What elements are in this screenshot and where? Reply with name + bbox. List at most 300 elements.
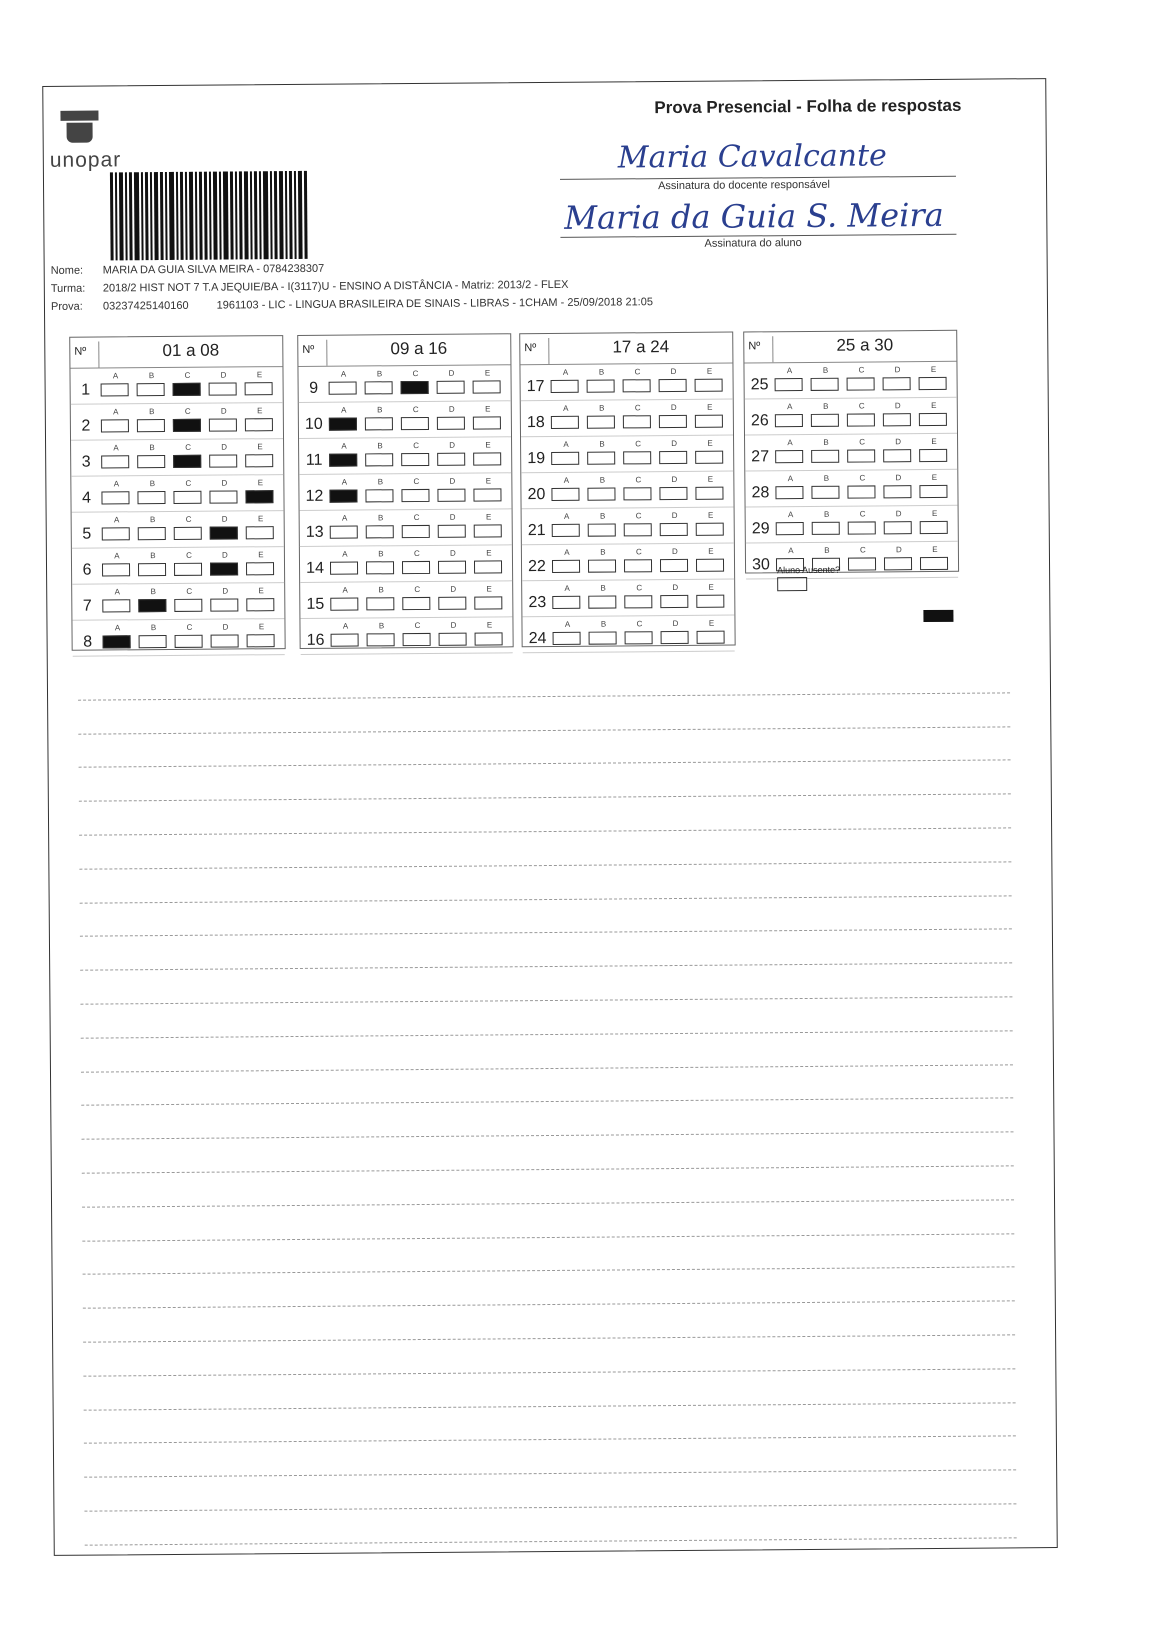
option-bubble[interactable]	[660, 523, 688, 536]
option-b[interactable]	[138, 587, 168, 612]
option-c[interactable]	[401, 405, 431, 430]
option-a[interactable]	[552, 512, 582, 537]
option-bubble[interactable]	[624, 523, 652, 536]
absent-checkbox[interactable]	[777, 565, 840, 591]
option-bubble[interactable]	[588, 595, 616, 608]
option-b[interactable]	[365, 441, 395, 466]
option-bubble[interactable]	[695, 379, 723, 392]
option-bubble[interactable]	[401, 489, 429, 502]
option-bubble[interactable]	[919, 449, 947, 462]
absent-box[interactable]	[777, 577, 807, 591]
option-bubble[interactable]	[473, 380, 501, 393]
option-d[interactable]	[658, 367, 688, 392]
option-a[interactable]	[550, 368, 580, 393]
option-bubble[interactable]	[365, 453, 393, 466]
option-bubble[interactable]	[438, 597, 466, 610]
option-bubble[interactable]	[330, 526, 358, 539]
option-bubble[interactable]	[659, 415, 687, 428]
option-bubble[interactable]	[101, 383, 129, 396]
option-bubble[interactable]	[366, 597, 394, 610]
option-a[interactable]	[552, 584, 582, 609]
option-b[interactable]	[137, 443, 167, 468]
option-bubble[interactable]	[137, 491, 165, 504]
option-bubble[interactable]	[437, 381, 465, 394]
option-d[interactable]	[210, 550, 240, 575]
option-d[interactable]	[438, 549, 468, 574]
option-bubble[interactable]	[211, 634, 239, 647]
option-bubble[interactable]	[474, 596, 502, 609]
option-bubble[interactable]	[174, 563, 202, 576]
option-bubble[interactable]	[883, 485, 911, 498]
option-a[interactable]	[101, 443, 131, 468]
option-bubble[interactable]	[847, 377, 875, 390]
option-bubble[interactable]	[883, 449, 911, 462]
option-e[interactable]	[245, 406, 275, 431]
option-e[interactable]	[919, 473, 949, 498]
option-bubble[interactable]	[173, 491, 201, 504]
option-d[interactable]	[210, 622, 240, 647]
option-bubble[interactable]	[210, 598, 238, 611]
option-bubble[interactable]	[329, 382, 357, 395]
option-bubble[interactable]	[331, 633, 359, 646]
option-bubble[interactable]	[775, 486, 803, 499]
option-bubble[interactable]	[245, 418, 273, 431]
option-c[interactable]	[174, 551, 204, 576]
option-c[interactable]	[401, 477, 431, 502]
option-b[interactable]	[366, 549, 396, 574]
option-bubble[interactable]	[625, 631, 653, 644]
option-c[interactable]	[400, 369, 430, 394]
option-bubble[interactable]	[920, 521, 948, 534]
option-bubble[interactable]	[883, 413, 911, 426]
option-c[interactable]	[846, 365, 876, 390]
option-bubble[interactable]	[589, 631, 617, 644]
option-a[interactable]	[552, 620, 582, 645]
option-bubble[interactable]	[776, 522, 804, 535]
option-bubble[interactable]	[366, 525, 394, 538]
option-e[interactable]	[696, 583, 726, 608]
option-bubble[interactable]	[139, 635, 167, 648]
option-b[interactable]	[810, 366, 840, 391]
option-e[interactable]	[920, 545, 950, 570]
option-a[interactable]	[330, 621, 360, 646]
option-bubble[interactable]	[847, 485, 875, 498]
option-bubble[interactable]	[209, 418, 237, 431]
option-bubble[interactable]	[551, 380, 579, 393]
option-bubble[interactable]	[402, 525, 430, 538]
option-bubble[interactable]	[884, 521, 912, 534]
option-e[interactable]	[696, 547, 726, 572]
option-bubble[interactable]	[847, 449, 875, 462]
option-c[interactable]	[402, 585, 432, 610]
option-d[interactable]	[438, 621, 468, 646]
option-bubble[interactable]	[367, 633, 395, 646]
option-bubble[interactable]	[210, 526, 238, 539]
option-bubble[interactable]	[883, 377, 911, 390]
option-letter: A	[787, 438, 793, 448]
option-bubble[interactable]	[695, 415, 723, 428]
option-a[interactable]	[551, 440, 581, 465]
option-a[interactable]	[329, 477, 359, 502]
option-bubble[interactable]	[365, 381, 393, 394]
option-d[interactable]	[883, 473, 913, 498]
option-bubble[interactable]	[553, 632, 581, 645]
option-b[interactable]	[138, 551, 168, 576]
option-bubble[interactable]	[138, 563, 166, 576]
option-c[interactable]	[174, 623, 204, 648]
option-bubble[interactable]	[102, 527, 130, 540]
option-e[interactable]	[920, 509, 950, 534]
option-c[interactable]	[847, 401, 877, 426]
option-bubble[interactable]	[847, 413, 875, 426]
option-bubble[interactable]	[103, 635, 131, 648]
option-d[interactable]	[660, 583, 690, 608]
option-b[interactable]	[811, 402, 841, 427]
option-e[interactable]	[695, 439, 725, 464]
option-e[interactable]	[918, 365, 948, 390]
option-bubble[interactable]	[588, 559, 616, 572]
option-bubble[interactable]	[623, 379, 651, 392]
option-bubble[interactable]	[245, 490, 273, 503]
option-bubble[interactable]	[848, 521, 876, 534]
option-e[interactable]	[472, 368, 502, 393]
option-b[interactable]	[138, 515, 168, 540]
option-bubble[interactable]	[848, 557, 876, 570]
option-bubble[interactable]	[696, 595, 724, 608]
option-e[interactable]	[696, 619, 726, 644]
option-e[interactable]	[244, 370, 274, 395]
option-a[interactable]	[774, 366, 804, 391]
option-c[interactable]	[173, 407, 203, 432]
option-bubble[interactable]	[401, 381, 429, 394]
option-d[interactable]	[437, 405, 467, 430]
option-c[interactable]	[173, 443, 203, 468]
option-e[interactable]	[696, 511, 726, 536]
option-bubble[interactable]	[811, 450, 839, 463]
option-bubble[interactable]	[659, 487, 687, 500]
option-bubble[interactable]	[551, 416, 579, 429]
option-bubble[interactable]	[366, 561, 394, 574]
option-d[interactable]	[436, 369, 466, 394]
option-b[interactable]	[136, 371, 166, 396]
option-bubble[interactable]	[811, 378, 839, 391]
option-b[interactable]	[588, 547, 618, 572]
option-bubble[interactable]	[474, 560, 502, 573]
option-bubble[interactable]	[587, 451, 615, 464]
option-d[interactable]	[209, 478, 239, 503]
option-d[interactable]	[660, 547, 690, 572]
option-bubble[interactable]	[137, 383, 165, 396]
option-a[interactable]	[775, 474, 805, 499]
option-bubble[interactable]	[365, 417, 393, 430]
option-bubble[interactable]	[329, 454, 357, 467]
option-e[interactable]	[473, 404, 503, 429]
option-bubble[interactable]	[919, 377, 947, 390]
option-bubble[interactable]	[473, 452, 501, 465]
option-bubble[interactable]	[173, 383, 201, 396]
option-e[interactable]	[245, 442, 275, 467]
option-bubble[interactable]	[438, 525, 466, 538]
option-c[interactable]	[848, 509, 878, 534]
option-a[interactable]	[775, 438, 805, 463]
option-bubble[interactable]	[775, 450, 803, 463]
option-bubble[interactable]	[209, 490, 237, 503]
option-bubble[interactable]	[101, 419, 129, 432]
option-b[interactable]	[587, 475, 617, 500]
option-bubble[interactable]	[624, 595, 652, 608]
option-d[interactable]	[659, 475, 689, 500]
option-bubble[interactable]	[919, 413, 947, 426]
option-bubble[interactable]	[439, 633, 467, 646]
option-bubble[interactable]	[475, 632, 503, 645]
option-c[interactable]	[401, 441, 431, 466]
option-d[interactable]	[437, 477, 467, 502]
option-bubble[interactable]	[247, 634, 275, 647]
option-c[interactable]	[623, 475, 653, 500]
option-bubble[interactable]	[775, 378, 803, 391]
option-d[interactable]	[437, 441, 467, 466]
option-e[interactable]	[246, 550, 276, 575]
option-a[interactable]	[329, 405, 359, 430]
option-bubble[interactable]	[473, 488, 501, 501]
option-e[interactable]	[474, 584, 504, 609]
option-bubble[interactable]	[775, 414, 803, 427]
option-bubble[interactable]	[695, 487, 723, 500]
option-e[interactable]	[474, 512, 504, 537]
option-bubble[interactable]	[812, 522, 840, 535]
option-a[interactable]	[551, 476, 581, 501]
option-d[interactable]	[660, 511, 690, 536]
option-b[interactable]	[137, 479, 167, 504]
option-bubble[interactable]	[552, 560, 580, 573]
option-b[interactable]	[811, 438, 841, 463]
option-c[interactable]	[623, 439, 653, 464]
option-bubble[interactable]	[137, 419, 165, 432]
option-bubble[interactable]	[623, 487, 651, 500]
option-bubble[interactable]	[137, 455, 165, 468]
option-bubble[interactable]	[438, 561, 466, 574]
option-b[interactable]	[587, 439, 617, 464]
option-b[interactable]	[366, 513, 396, 538]
option-c[interactable]	[847, 437, 877, 462]
option-d[interactable]	[210, 514, 240, 539]
option-bubble[interactable]	[245, 382, 273, 395]
option-b[interactable]	[366, 621, 396, 646]
option-d[interactable]	[438, 585, 468, 610]
option-bubble[interactable]	[210, 562, 238, 575]
option-bubble[interactable]	[402, 561, 430, 574]
option-bubble[interactable]	[552, 596, 580, 609]
option-bubble[interactable]	[175, 635, 203, 648]
option-d[interactable]	[882, 365, 912, 390]
option-e[interactable]	[919, 401, 949, 426]
option-bubble[interactable]	[173, 419, 201, 432]
option-c[interactable]	[624, 511, 654, 536]
option-bubble[interactable]	[329, 490, 357, 503]
option-b[interactable]	[588, 511, 618, 536]
option-a[interactable]	[102, 551, 132, 576]
option-d[interactable]	[438, 513, 468, 538]
option-b[interactable]	[366, 585, 396, 610]
option-bubble[interactable]	[552, 524, 580, 537]
option-c[interactable]	[624, 547, 654, 572]
option-bubble[interactable]	[330, 597, 358, 610]
option-e[interactable]	[919, 437, 949, 462]
option-a[interactable]	[328, 369, 358, 394]
option-b[interactable]	[588, 583, 618, 608]
option-bubble[interactable]	[623, 415, 651, 428]
option-bubble[interactable]	[587, 415, 615, 428]
option-bubble[interactable]	[473, 416, 501, 429]
option-a[interactable]	[776, 510, 806, 535]
option-bubble[interactable]	[102, 599, 130, 612]
option-bubble[interactable]	[551, 488, 579, 501]
option-c[interactable]	[402, 549, 432, 574]
option-d[interactable]	[884, 509, 914, 534]
option-c[interactable]	[622, 367, 652, 392]
option-b[interactable]	[811, 474, 841, 499]
option-bubble[interactable]	[696, 559, 724, 572]
option-d[interactable]	[208, 370, 238, 395]
option-a[interactable]	[100, 371, 130, 396]
option-bubble[interactable]	[101, 491, 129, 504]
option-e[interactable]	[695, 475, 725, 500]
option-b[interactable]	[812, 510, 842, 535]
option-a[interactable]	[102, 587, 132, 612]
option-bubble[interactable]	[437, 453, 465, 466]
option-d[interactable]	[209, 406, 239, 431]
option-c[interactable]	[848, 545, 878, 570]
option-d[interactable]	[883, 401, 913, 426]
option-bubble[interactable]	[659, 451, 687, 464]
option-a[interactable]	[330, 513, 360, 538]
option-bubble[interactable]	[401, 453, 429, 466]
option-bubble[interactable]	[365, 489, 393, 502]
option-bubble[interactable]	[401, 417, 429, 430]
option-bubble[interactable]	[246, 562, 274, 575]
option-bubble[interactable]	[101, 455, 129, 468]
option-d[interactable]	[209, 442, 239, 467]
option-bubble[interactable]	[659, 379, 687, 392]
option-a[interactable]	[101, 479, 131, 504]
option-bubble[interactable]	[330, 562, 358, 575]
option-a[interactable]	[775, 402, 805, 427]
option-e[interactable]	[694, 367, 724, 392]
option-bubble[interactable]	[173, 455, 201, 468]
option-c[interactable]	[402, 621, 432, 646]
option-e[interactable]	[474, 548, 504, 573]
option-bubble[interactable]	[695, 451, 723, 464]
option-c[interactable]	[402, 513, 432, 538]
option-c[interactable]	[174, 587, 204, 612]
option-a[interactable]	[101, 407, 131, 432]
option-bubble[interactable]	[209, 454, 237, 467]
option-bubble[interactable]	[138, 599, 166, 612]
option-a[interactable]	[551, 404, 581, 429]
option-e[interactable]	[695, 403, 725, 428]
option-c[interactable]	[174, 515, 204, 540]
option-a[interactable]	[102, 623, 132, 648]
option-bubble[interactable]	[174, 527, 202, 540]
option-bubble[interactable]	[696, 523, 724, 536]
option-c[interactable]	[847, 473, 877, 498]
option-e[interactable]	[246, 586, 276, 611]
option-d[interactable]	[659, 403, 689, 428]
option-b[interactable]	[364, 369, 394, 394]
option-bubble[interactable]	[551, 452, 579, 465]
option-bubble[interactable]	[246, 598, 274, 611]
option-bubble[interactable]	[246, 526, 274, 539]
option-bubble[interactable]	[661, 631, 689, 644]
option-a[interactable]	[330, 549, 360, 574]
option-c[interactable]	[172, 371, 202, 396]
option-bubble[interactable]	[623, 451, 651, 464]
option-bubble[interactable]	[587, 379, 615, 392]
option-letter: C	[635, 511, 642, 521]
option-c[interactable]	[623, 403, 653, 428]
option-b[interactable]	[588, 619, 618, 644]
option-e[interactable]	[245, 478, 275, 503]
option-b[interactable]	[587, 403, 617, 428]
option-b[interactable]	[137, 407, 167, 432]
option-b[interactable]	[365, 477, 395, 502]
option-c[interactable]	[624, 619, 654, 644]
option-d[interactable]	[660, 619, 690, 644]
option-a[interactable]	[102, 515, 132, 540]
option-d[interactable]	[883, 437, 913, 462]
option-bubble[interactable]	[474, 524, 502, 537]
option-c[interactable]	[173, 479, 203, 504]
option-bubble[interactable]	[920, 557, 948, 570]
option-bubble[interactable]	[811, 414, 839, 427]
option-bubble[interactable]	[919, 485, 947, 498]
option-bubble[interactable]	[402, 597, 430, 610]
option-bubble[interactable]	[811, 486, 839, 499]
option-bubble[interactable]	[245, 454, 273, 467]
option-bubble[interactable]	[624, 559, 652, 572]
option-a[interactable]	[330, 585, 360, 610]
option-bubble[interactable]	[660, 595, 688, 608]
option-bubble[interactable]	[174, 599, 202, 612]
option-b[interactable]	[365, 405, 395, 430]
option-bubble[interactable]	[588, 523, 616, 536]
option-e[interactable]	[473, 440, 503, 465]
option-c[interactable]	[624, 583, 654, 608]
option-bubble[interactable]	[329, 418, 357, 431]
option-bubble[interactable]	[884, 557, 912, 570]
option-bubble[interactable]	[697, 631, 725, 644]
option-bubble[interactable]	[403, 633, 431, 646]
option-e[interactable]	[474, 620, 504, 645]
option-bubble[interactable]	[102, 563, 130, 576]
option-e[interactable]	[473, 476, 503, 501]
option-a[interactable]	[329, 441, 359, 466]
option-e[interactable]	[246, 622, 276, 647]
option-bubble[interactable]	[437, 417, 465, 430]
option-bubble[interactable]	[209, 382, 237, 395]
option-bubble[interactable]	[660, 559, 688, 572]
option-bubble[interactable]	[437, 489, 465, 502]
option-e[interactable]	[246, 514, 276, 539]
option-bubble[interactable]	[587, 487, 615, 500]
option-a[interactable]	[552, 548, 582, 573]
option-d[interactable]	[659, 439, 689, 464]
option-b[interactable]	[138, 623, 168, 648]
option-b[interactable]	[586, 367, 616, 392]
option-bubble[interactable]	[138, 527, 166, 540]
option-d[interactable]	[210, 586, 240, 611]
option-d[interactable]	[884, 545, 914, 570]
